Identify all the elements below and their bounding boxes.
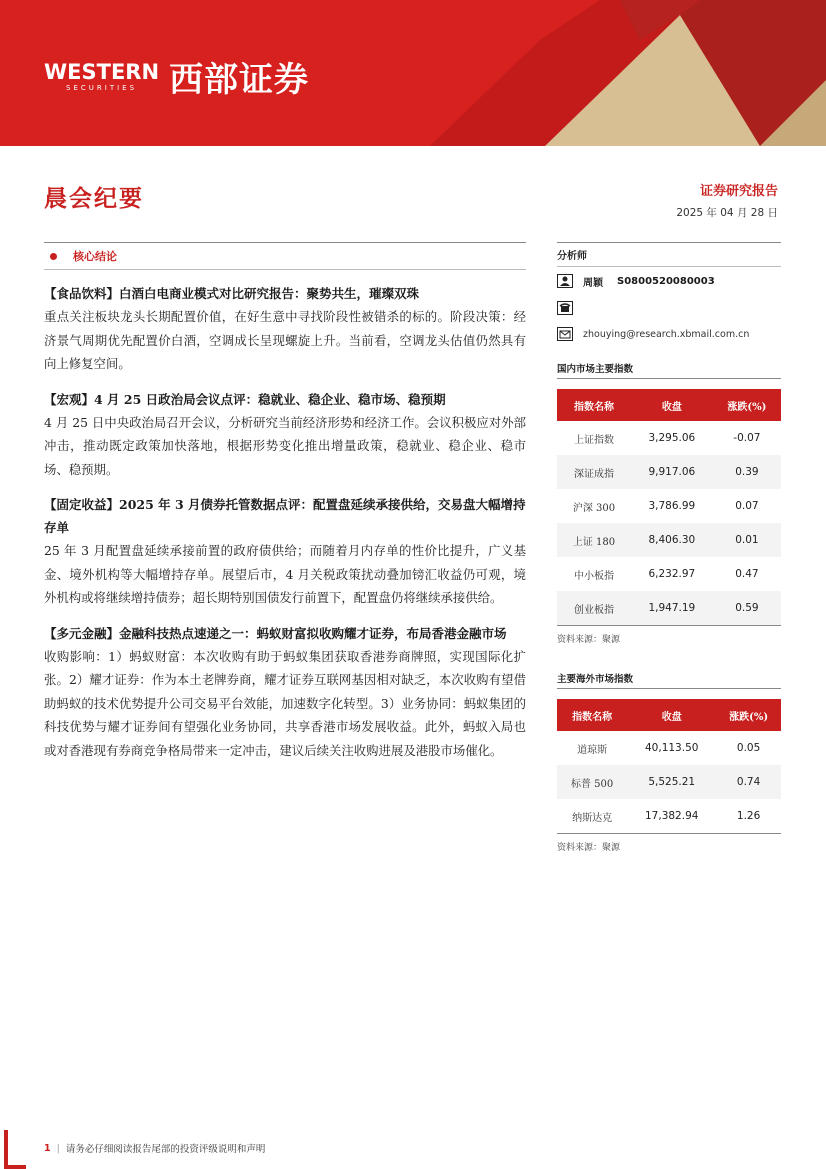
index-name: 深证成指 [557, 455, 631, 489]
corner-mark [0, 1130, 26, 1169]
summary-item-title: 【宏观】4 月 25 日政治局会议点评：稳就业、稳企业、稳市场、稳预期 [44, 391, 446, 407]
page-title: 晨会纪要 [44, 185, 144, 212]
analyst-license: S0800520080003 [617, 275, 715, 287]
logo-chinese: 西部证券 [169, 60, 310, 100]
domestic-source: 资料来源：聚源 [557, 635, 621, 645]
analyst-header: 分析师 [557, 242, 781, 267]
footer-separator: | [56, 1142, 60, 1154]
index-change: 0.05 [736, 742, 761, 754]
index-name: 上证 180 [557, 523, 631, 557]
analyst-name: 周颖 [583, 277, 603, 289]
index-change: 0.74 [716, 765, 781, 799]
index-change: 1.26 [736, 810, 761, 822]
table-row [557, 591, 781, 625]
page-footer [44, 1141, 265, 1155]
index-change: 0.07 [735, 500, 759, 512]
company-logo [44, 52, 309, 101]
logo-english: WESTERN [44, 59, 160, 84]
bullet-dot-icon [50, 253, 57, 260]
column-header: 指数名称 [557, 389, 631, 421]
core-section-header [44, 242, 526, 270]
index-change: -0.07 [733, 432, 761, 444]
overseas-index-table [557, 699, 781, 834]
column-header: 指数名称 [557, 699, 627, 731]
column-header: 涨跌(%) [716, 699, 781, 731]
page-number: 1 [44, 1142, 51, 1154]
index-change: 0.47 [735, 568, 759, 580]
index-name: 上证指数 [573, 434, 614, 446]
index-change: 0.39 [713, 455, 781, 489]
summary-item-body: 25 年 3 月配置盘延续承接前置的政府债供给；而随着月内存单的性价比提升，广义基金、境外机构等大幅增持存单。展望后市，4 月关税政策扰动叠加镑汇收益仍可观，境外机构或将继续增持债券；超长期特别国债发行前置下，配置盘仍将继续承接供给。 [44, 543, 526, 605]
summary-item-title: 【食品饮料】白酒白电商业模式对比研究报告：聚势共生，璀璨双珠 [44, 286, 420, 301]
index-name: 道琼斯 [577, 744, 608, 756]
phone-row [557, 295, 781, 321]
report-type: 证券研究报告 [699, 184, 778, 199]
analyst-row [557, 267, 781, 295]
header-banner [0, 0, 826, 146]
domestic-table-title: 国内市场主要指数 [557, 361, 781, 379]
summary-item-title: 【固定收益】2025 年 3 月债券托管数据点评：配置盘延续承接供给，交易盘大幅增持存单 [44, 497, 526, 535]
index-name: 沪深 300 [572, 502, 616, 514]
column-header: 收盘 [631, 389, 713, 421]
summary-item [44, 493, 526, 610]
email-icon [557, 327, 573, 341]
index-close: 1,947.19 [631, 591, 713, 625]
index-close: 3,295.06 [648, 432, 696, 444]
domestic-index-table [557, 389, 781, 626]
email-row [557, 321, 781, 347]
table-row [557, 523, 781, 557]
index-close: 6,232.97 [648, 568, 696, 580]
report-date: 2025 年 04 月 28 日 [676, 207, 778, 219]
table-row [557, 489, 781, 523]
summary-item [44, 388, 526, 482]
index-close: 5,525.21 [627, 765, 716, 799]
index-name: 中小板指 [573, 570, 614, 582]
table-row [557, 731, 781, 765]
table-row [557, 455, 781, 489]
index-name: 标普 500 [557, 765, 627, 799]
index-change: 0.01 [713, 523, 781, 557]
summary-item [44, 282, 526, 376]
logo-subtitle: SECURITIES [66, 83, 138, 92]
phone-icon [557, 301, 573, 315]
footer-notice: 请务必仔细阅读报告尾部的投资评级说明和声明 [65, 1144, 266, 1155]
index-close: 9,917.06 [631, 455, 713, 489]
summary-item-body: 4 月 25 日中央政治局召开会议，分析研究当前经济形势和经济工作。会议积极应对外部冲击，推动既定政策加快落地，根据形势变化推出增量政策，稳就业、稳企业、稳市场、稳预期。 [44, 414, 526, 477]
table-row [557, 421, 781, 455]
table-row [557, 765, 781, 799]
index-name: 创业板指 [557, 591, 631, 625]
core-conclusions [44, 242, 526, 762]
summary-item-body: 重点关注板块龙头长期配置价值，在好生意中寻找阶段性被错杀的标的。阶段决策：经济景气周期优先配置价白酒，空调成长呈现螺旋上升。当前看，空调龙头估值仍然具有向上修复空间。 [44, 309, 526, 371]
summary-item-title: 【多元金融】金融科技热点速递之一：蚂蚁财富拟收购耀才证券，布局香港金融市场 [44, 625, 507, 641]
table-row [557, 799, 781, 833]
sidebar [557, 242, 781, 853]
analyst-email[interactable]: zhouying@research.xbmail.com.cn [583, 328, 750, 340]
core-section-label: 核心结论 [73, 250, 117, 263]
person-icon [557, 274, 573, 288]
column-header: 收盘 [627, 699, 716, 731]
summary-item [44, 622, 526, 763]
index-close: 40,113.50 [645, 742, 699, 754]
column-header: 涨跌(%) [713, 389, 781, 421]
table-row [557, 557, 781, 591]
overseas-source: 资料来源：聚源 [557, 843, 621, 853]
index-change: 0.59 [713, 591, 781, 625]
index-close: 8,406.30 [631, 523, 713, 557]
index-name: 纳斯达克 [572, 812, 613, 824]
index-close: 3,786.99 [648, 500, 696, 512]
index-close: 17,382.94 [645, 810, 699, 822]
summary-item-body: 收购影响：1）蚂蚁财富：本次收购有助于蚂蚁集团获取香港券商牌照，实现国际化扩张。2）耀才证券：作为本土老牌券商，耀才证券互联网基因相对缺乏，本次收购有望借助蚂蚁的技术优势提升公司交易平台效能，加速数字化转型。3）业务协同：蚂蚁集团的科技优势与耀才证券间有望强化业务协同，共享香港市场发展收益。此外，蚂蚁入局也或对香港现有券商竞争格局带来一定冲击，建议后续关注收购进展及港股市场催化。 [44, 648, 526, 758]
overseas-table-title: 主要海外市场指数 [557, 671, 781, 689]
